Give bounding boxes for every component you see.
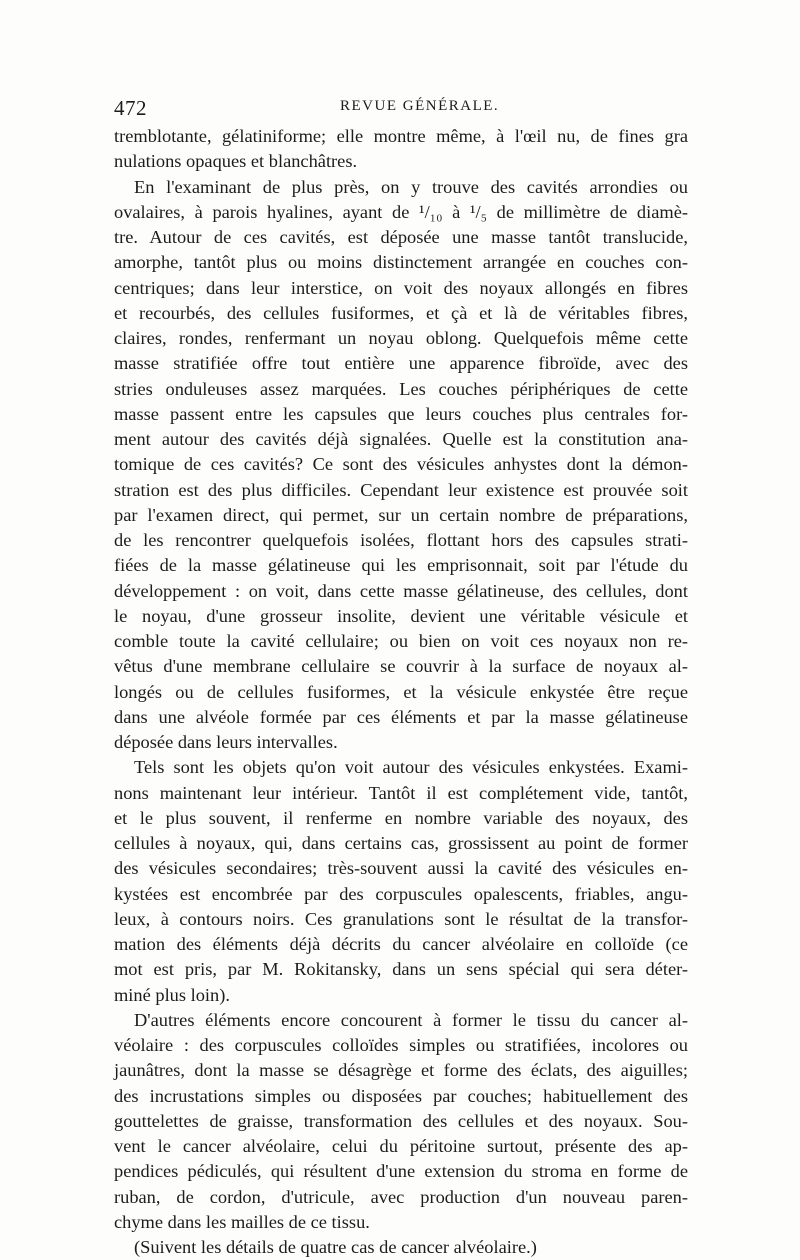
paragraph	[114, 175, 688, 756]
text-line: longés ou de cellules fusiformes, et la vésicule enkystée être reçue	[114, 681, 688, 702]
text-line: jaunâtres, dont la masse se désagrège et forme des éclats, des aiguilles;	[114, 1060, 688, 1081]
text-line: dans une alvéole formée par ces éléments et par la masse gélatineuse	[114, 706, 688, 727]
text-line: leux, à contours noirs. Ces granulations sont le résultat de la transfor-	[114, 908, 688, 929]
text-line: tre. Autour de ces cavités, est déposée une masse tantôt translucide,	[114, 227, 688, 247]
paragraph	[114, 124, 688, 175]
text-line: masse stratifiée offre tout entière une apparence fibroïde, avec des	[114, 353, 688, 374]
paragraph	[114, 1008, 688, 1235]
text-line: masse passent entre les capsules que leurs couches plus centrales for-	[114, 403, 688, 424]
text-line: tomique de ces cavités? Ce sont des vésicules anhystes dont la démon-	[114, 454, 688, 475]
text-line: vent le cancer alvéolaire, celui du péritoine surtout, présente des ap-	[114, 1136, 688, 1156]
text-line: stries onduleuses assez marquées. Les couches périphériques de cette	[114, 378, 688, 399]
page-number: 472	[114, 96, 147, 120]
text-line: des incrustations simples ou disposées par couches; habituellement des	[114, 1085, 688, 1106]
text-line: nons maintenant leur intérieur. Tantôt il est complétement vide, tantôt,	[114, 782, 688, 803]
text-line: et le plus souvent, il renferme en nombre variable des noyaux, des	[114, 807, 688, 828]
text-line: Tels sont les objets qu'on voit autour des vésicules enkystées. Exami-	[134, 757, 688, 778]
text-line: claires, rondes, renfermant un noyau oblong. Quelquefois même cette	[114, 328, 688, 348]
text-line: stration est des plus difficiles. Cependant leur existence est prouvée soit	[114, 479, 688, 500]
text-line: vêtus d'une membrane cellulaire se couvrir à la surface de noyaux al-	[114, 656, 688, 677]
text-line: le noyau, d'une grosseur insolite, devient une véritable vésicule et	[114, 605, 688, 626]
paragraph	[114, 755, 688, 1008]
text-line: kystées est encombrée par des corpuscules opalescents, friables, angu-	[114, 883, 688, 904]
text-line: ruban, de cordon, d'utricule, avec production d'un nouveau paren-	[114, 1186, 688, 1207]
text-line: centriques; dans leur interstice, on voit des noyaux allongés en fibres	[114, 277, 688, 298]
text-line: cellules à noyaux, qui, dans certains cas, grossissent au point de former	[114, 833, 688, 853]
text-line: gouttelettes de graisse, transformation des cellules et des noyaux. Sou-	[114, 1110, 688, 1131]
text-line: nulations opaques et blanchâtres.	[114, 151, 358, 172]
text-line: D'autres éléments encore concourent à former le tissu du cancer al-	[134, 1009, 688, 1030]
text-line: et recourbés, des cellules fusiformes, et çà et là de véritables fibres,	[114, 302, 688, 323]
paragraph	[114, 1235, 688, 1260]
text-line: pendices pédiculés, qui résultent d'une extension du stroma en forme de	[114, 1161, 688, 1182]
text-line: véolaire : des corpuscules colloïdes simples ou stratifiées, incolores ou	[114, 1035, 688, 1055]
running-head	[114, 92, 688, 124]
running-title: REVUE GÉNÉRALE.	[340, 98, 500, 114]
text-line: de les rencontrer quelquefois isolées, flottant hors des capsules strati-	[114, 530, 688, 550]
text-line: développement : on voit, dans cette masse gélatineuse, des cellules, dont	[114, 580, 688, 601]
text-line: comble toute la cavité cellulaire; ou bien on voit ces noyaux non re-	[114, 631, 688, 651]
text-line: fiées de la masse gélatineuse qui les emprisonnait, soit par l'étude du	[114, 555, 688, 576]
text-line: chyme dans les mailles de ce tissu.	[114, 1211, 370, 1232]
text-line: des vésicules secondaires; très-souvent aussi la cavité des vésicules en-	[114, 858, 688, 879]
page	[114, 92, 688, 1260]
text-line: miné plus loin).	[114, 984, 230, 1005]
text-line: (Suivent les détails de quatre cas de cancer alvéolaire.)	[134, 1237, 537, 1257]
text-line: mation des éléments déjà décrits du cancer alvéolaire en colloïde (ce	[114, 934, 688, 954]
body-text	[114, 124, 688, 1260]
text-line: En l'examinant de plus près, on y trouve des cavités arrondies ou	[134, 176, 688, 197]
text-line: par l'examen direct, qui permet, sur un certain nombre de préparations,	[114, 504, 688, 525]
text-line: amorphe, tantôt plus ou moins distinctement arrangée en couches con-	[114, 252, 688, 273]
text-line: déposée dans leurs intervalles.	[114, 732, 338, 752]
text-line: mot est pris, par M. Rokitansky, dans un sens spécial qui sera déter-	[114, 959, 688, 980]
text-line: ment autour des cavités déjà signalées. Quelle est la constitution ana-	[114, 429, 688, 449]
text-line: ovalaires, à parois hyalines, ayant de ¹/₁₀ à ¹/₅ de millimètre de diamè-	[114, 201, 688, 222]
text-line: tremblotante, gélatiniforme; elle montre même, à l'œil nu, de fines gra	[114, 126, 688, 146]
